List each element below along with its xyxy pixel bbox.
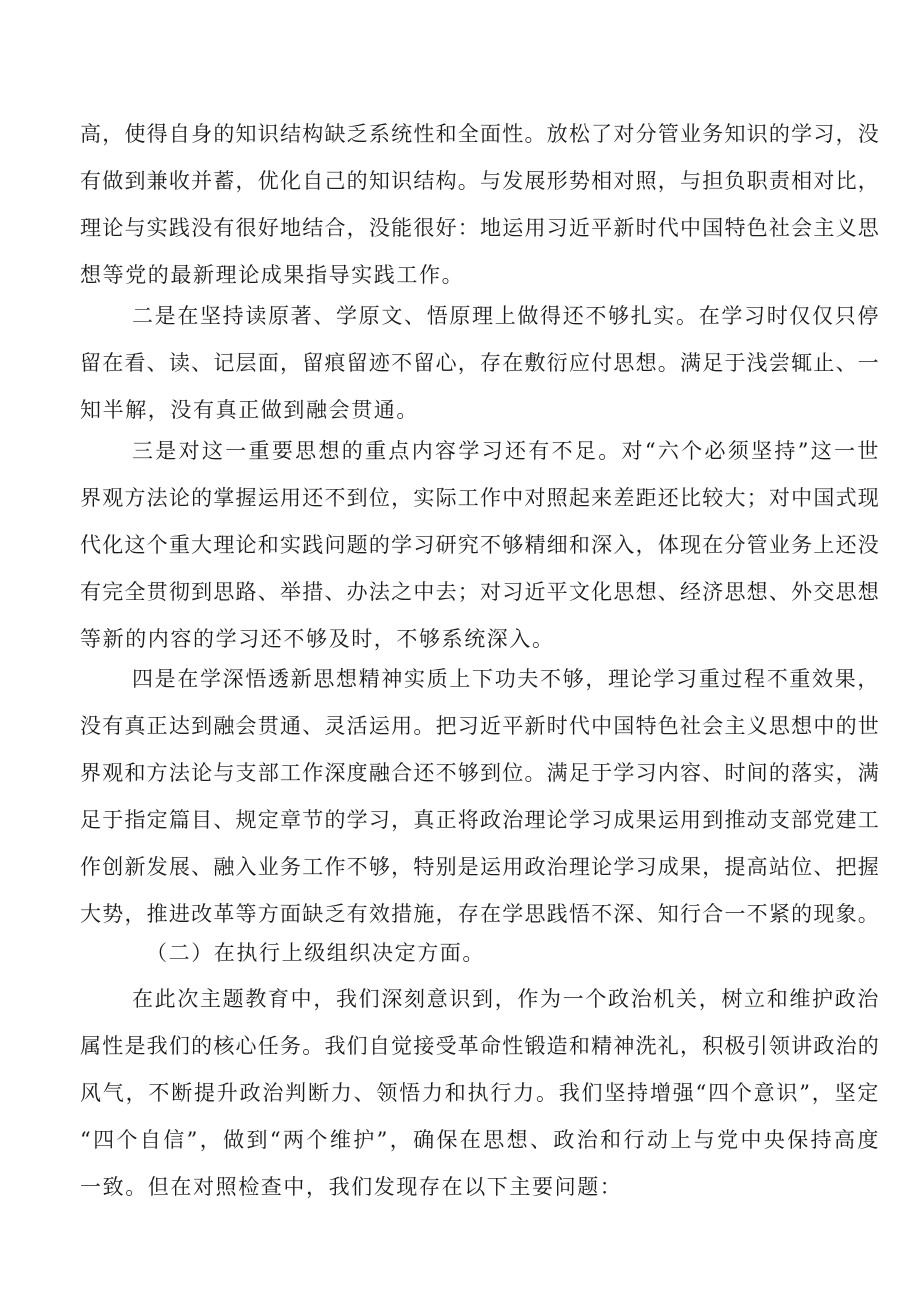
text-line: 没有真正达到融会贯通、灵活运用。把习近平新时代中国特色社会主义思想中的世	[80, 714, 880, 738]
text-line: 四是在学深悟透新思想精神实质上下功夫不够，理论学习重过程不重效果，	[132, 667, 880, 691]
text-line: 在此次主题教育中，我们深刻意识到，作为一个政治机关，树立和维护政治	[132, 987, 880, 1011]
text-line: 作创新发展、融入业务工作不够，特别是运用政治理论学习成果，提高站位、把握	[80, 855, 880, 879]
text-line: 理论与实践没有很好地结合，没能很好：地运用习近平新时代中国特色社会主义思	[80, 216, 880, 240]
text-line: 大势，推进改革等方面缺乏有效措施，存在学思践悟不深、知行合一不紧的现象。	[80, 902, 880, 926]
paragraph-5	[80, 976, 880, 1211]
section-heading	[80, 930, 880, 977]
text-line: 想等党的最新理论成果指导实践工作。	[80, 263, 465, 287]
text-line: 一致。但在对照检查中，我们发现存在以下主要问题：	[80, 1175, 623, 1199]
paragraph-4	[80, 656, 880, 938]
text-line: 等新的内容的学习还不够及时，不够系统深入。	[80, 627, 555, 651]
text-line: 足于指定篇目、规定章节的学习，真正将政治理论学习成果运用到推动支部党建工	[80, 808, 880, 832]
paragraph-3	[80, 428, 880, 663]
text-line: 知半解，没有真正做到融会贯通。	[80, 398, 419, 422]
text-line: 风气，不断提升政治判断力、领悟力和执行力。我们坚持增强“四个意识”，坚定	[80, 1081, 880, 1105]
text-line: 留在看、读、记层面，留痕留迹不留心，存在敷衍应付思想。满足于浅尝辄止、一	[80, 351, 880, 375]
paragraph-1	[80, 111, 880, 299]
text-line: 属性是我们的核心任务。我们自觉接受革命性锻造和精神洗礼，积极引领讲政治的	[80, 1034, 880, 1058]
paragraph-2	[80, 293, 880, 434]
heading-line: （二）在执行上级组织决定方面。	[146, 941, 485, 965]
text-line: 有完全贯彻到思路、举措、办法之中去；对习近平文化思想、经济思想、外交思想	[80, 580, 880, 604]
text-line: “四个自信”，做到“两个维护”，确保在思想、政治和行动上与党中央保持高度	[80, 1128, 880, 1152]
text-line: 有做到兼收并蓄，优化自己的知识结构。与发展形势相对照，与担负职责相对比，	[80, 169, 880, 193]
text-line: 高，使得自身的知识结构缺乏系统性和全面性。放松了对分管业务知识的学习，没	[80, 122, 880, 146]
text-line: 代化这个重大理论和实践问题的学习研究不够精细和深入，体现在分管业务上还没	[80, 533, 880, 557]
text-line: 界观方法论的掌握运用还不到位，实际工作中对照起来差距还比较大；对中国式现	[80, 486, 880, 510]
text-line: 界观和方法论与支部工作深度融合还不够到位。满足于学习内容、时间的落实，满	[80, 761, 880, 785]
text-line: 二是在坚持读原著、学原文、悟原理上做得还不够扎实。在学习时仅仅只停	[132, 304, 880, 328]
text-line: 三是对这一重要思想的重点内容学习还有不足。对“六个必须坚持”这一世	[132, 439, 880, 463]
